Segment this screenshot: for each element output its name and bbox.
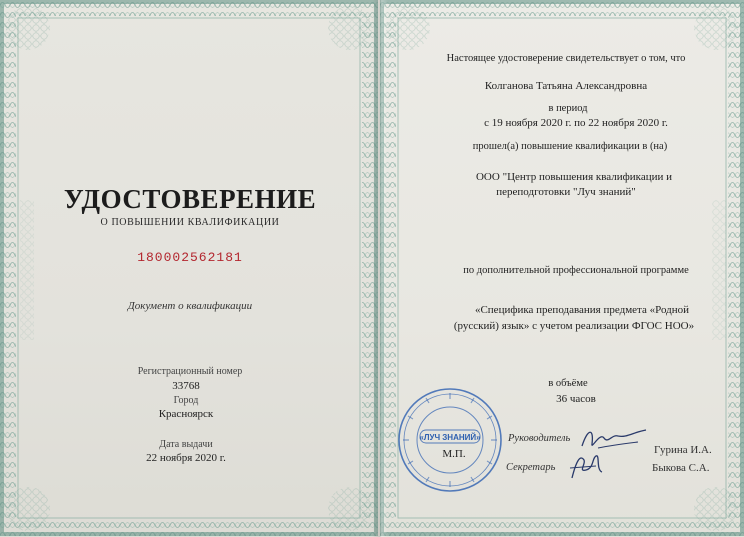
secretary-name: Быкова С.А.	[652, 462, 710, 474]
city-label: Город	[173, 395, 199, 406]
head-label: Руководитель	[508, 433, 571, 444]
passed-label: прошел(а) повышение квалификации в (на)	[472, 141, 668, 152]
document-type: Документ о квалификации	[127, 300, 253, 312]
organization-stamp	[396, 386, 504, 494]
serial-number: 180002562181	[137, 250, 243, 265]
head-signature	[578, 424, 650, 454]
org-line-2: переподготовки "Луч знаний"	[496, 186, 636, 198]
issue-date-label: Дата выдачи	[159, 439, 213, 450]
program-line-2: (русский) язык» с учетом реализации ФГОС НОО»	[453, 320, 695, 332]
stamp-center-text: «ЛУЧ ЗНАНИЙ»	[419, 433, 481, 442]
certificate-subtitle: О ПОВЫШЕНИИ КВАЛИФИКАЦИИ	[100, 217, 280, 228]
org-line-1: ООО "Центр повышения квалификации и	[475, 171, 673, 183]
secretary-label: Секретарь	[506, 462, 556, 473]
head-name: Гурина И.А.	[654, 444, 712, 456]
issue-date: 22 ноября 2020 г.	[146, 452, 226, 464]
certificate-title: УДОСТОВЕРЕНИЕ	[63, 184, 317, 214]
stamp-mp-text: М.П.	[442, 448, 466, 460]
period: с 19 ноября 2020 г. по 22 ноября 2020 г.	[484, 117, 668, 129]
person-name: Колганова Татьяна Александровна	[484, 80, 648, 92]
program-line-1: «Специфика преподавания предмета «Родной	[474, 304, 690, 316]
period-label: в период	[548, 103, 588, 114]
reg-number-label: Регистрационный номер	[137, 366, 243, 377]
city: Красноярск	[158, 408, 214, 420]
reg-number: 33768	[172, 380, 200, 392]
volume-label: в объёме	[548, 378, 588, 389]
page-fold	[372, 0, 388, 537]
intro-text: Настоящее удостоверение свидетельствует о том, что	[446, 53, 686, 64]
volume: 36 часов	[556, 393, 596, 405]
program-label: по дополнительной профессиональной программе	[463, 265, 689, 276]
secretary-signature	[566, 452, 606, 482]
